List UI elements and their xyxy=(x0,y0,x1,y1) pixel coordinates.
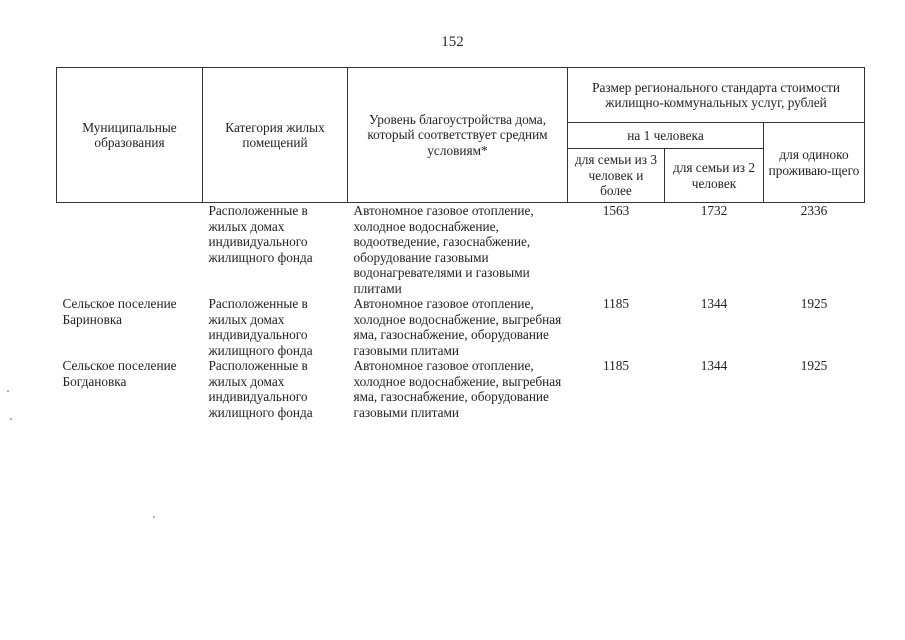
header-municipality: Муниципальные образования xyxy=(57,68,203,203)
cell-single: 1925 xyxy=(800,358,828,373)
cell-family3: 1185 xyxy=(602,358,630,373)
scan-speck xyxy=(7,390,9,392)
cell-family2: 1344 xyxy=(700,296,728,311)
tariff-table xyxy=(56,67,865,420)
cell-single: 2336 xyxy=(800,203,828,218)
table-row xyxy=(57,358,865,420)
cell-level: Автономное газовое отопление, холодное водоснабжение, выгребная яма, газоснабжение, оборудование газовыми плитами xyxy=(353,296,562,358)
page-number: 152 xyxy=(441,34,464,50)
table-row xyxy=(57,296,865,358)
header-single: для одиноко проживаю-щего xyxy=(764,123,865,203)
header-level: Уровень благоустройства дома, который соответствует средним условиям* xyxy=(348,68,568,203)
header-standard-group: Размер регионального стандарта стоимости жилищно-коммунальных услуг, рублей xyxy=(568,68,865,123)
cell-family3: 1185 xyxy=(602,296,630,311)
header-per-person: на 1 человека xyxy=(568,123,764,149)
cell-municipality xyxy=(57,203,203,297)
cell-level: Автономное газовое отопление, холодное водоснабжение, выгребная яма, газоснабжение, оборудование газовыми плитами xyxy=(353,358,562,420)
cell-level: Автономное газовое отопление, холодное водоснабжение, водоотведение, газоснабжение, оборудование газовыми водонагревателями и газовыми плитами xyxy=(353,203,534,296)
cell-municipality: Сельское поселение Богдановка xyxy=(62,358,177,389)
cell-family2: 1732 xyxy=(700,203,728,218)
cell-category: Расположенные в жилых домах индивидуального жилищного фонда xyxy=(208,358,313,420)
scan-speck xyxy=(153,516,155,518)
cell-family3: 1563 xyxy=(602,203,630,218)
table-body xyxy=(57,203,865,421)
cell-single: 1925 xyxy=(800,296,828,311)
table-header xyxy=(57,68,865,203)
cell-municipality: Сельское поселение Бариновка xyxy=(62,296,177,327)
cell-category: Расположенные в жилых домах индивидуального жилищного фонда xyxy=(208,296,313,358)
header-family2: для семьи из 2 человек xyxy=(665,149,764,203)
cell-family2: 1344 xyxy=(700,358,728,373)
header-category: Категория жилых помещений xyxy=(203,68,348,203)
table-row xyxy=(57,203,865,297)
cell-category: Расположенные в жилых домах индивидуального жилищного фонда xyxy=(208,203,313,265)
header-family3: для семьи из 3 человек и более xyxy=(568,149,665,203)
scan-speck xyxy=(10,418,12,420)
